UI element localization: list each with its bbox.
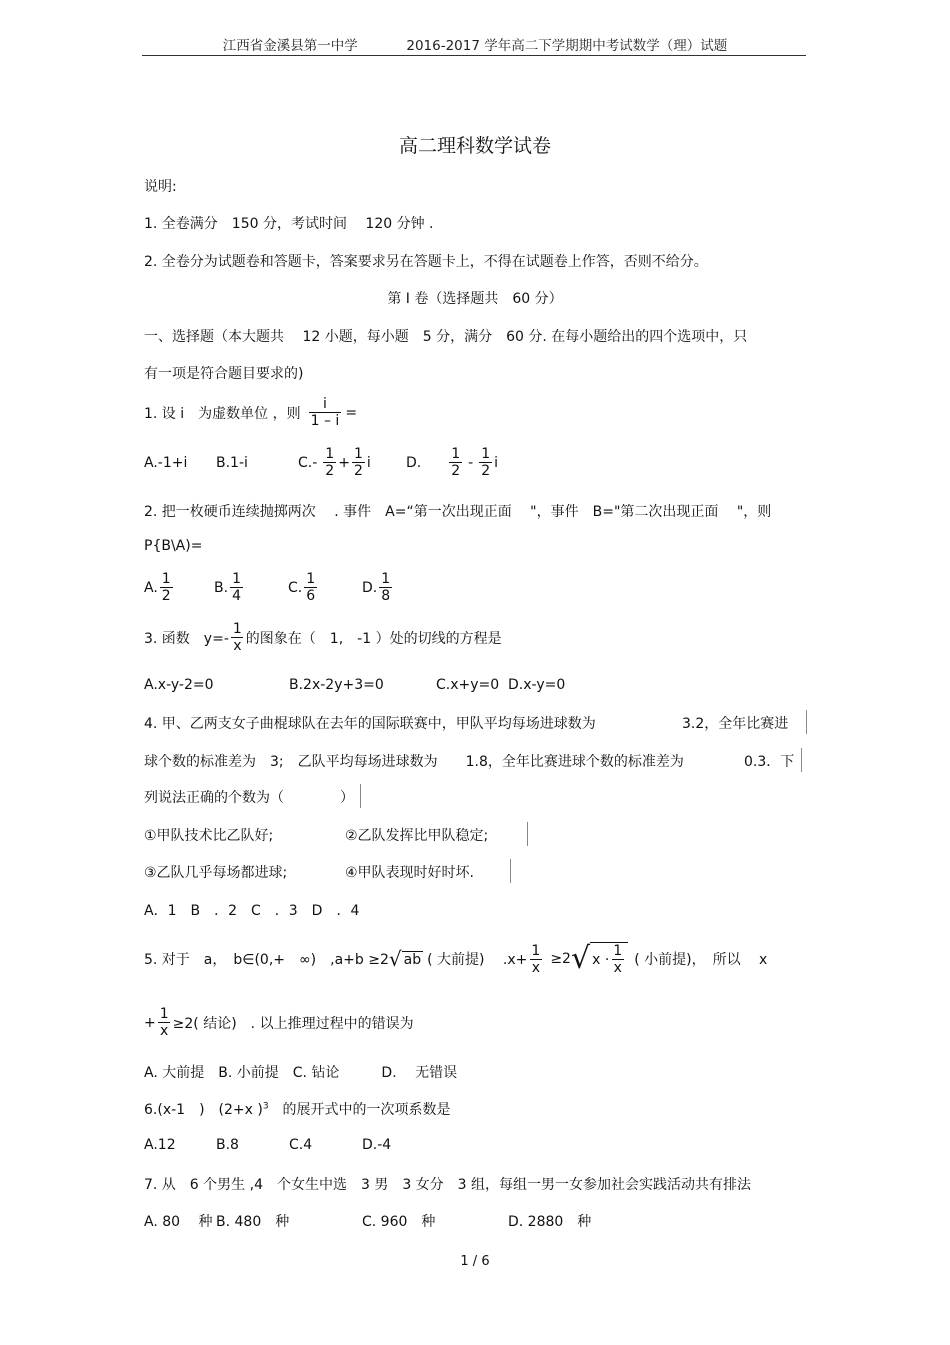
q7-option-d: D. 2880 种 [508,1214,592,1230]
q2-a-label: A. [144,579,158,596]
q5-line2-frac [158,1006,171,1039]
q3-fraction [231,621,244,654]
q4-line-1b: 3.2，全年比赛进 [682,716,789,732]
q5-frac-1-den: x [531,959,541,976]
q5-ge2: ≥2 [550,951,571,968]
q1-d-n1: 1 [451,446,461,462]
q5-line2-post: ≥2( 结论) . 以上推理过程中的错误为 [172,1015,414,1032]
q2-stem: 2. 把一枚硬币连续抛掷两次 . 事件 A=“第一次出现正面 "，事件 B="第二次出现正面 "，则 [144,504,772,520]
intro-line-1: 1. 全卷满分 150 分，考试时间 120 分钟 . [144,216,434,232]
q1-d-frac2 [479,446,492,479]
q7-stem: 7. 从 6 个男生 ,4 个女生中选 3 男 3 女分 3 组，每组一男一女参加社会实践活动共有排法 [144,1177,752,1193]
q5-frac-1-num: 1 [531,942,541,959]
q5-sqrt-2-num: 1 [613,943,623,959]
q5-line-2 [144,1006,414,1039]
q7-option-b: B. 480 种 [216,1214,290,1230]
q6-exponent: 3 [262,1101,269,1112]
q5-post: ( 小前提)， 所以 x [634,952,768,969]
q5-sqrt-2-den: x [613,960,622,977]
q2-d-num: 1 [381,571,391,587]
q4-line-2-bar [801,748,802,772]
section-title: 第 Ⅰ 卷（选择题共 60 分） [387,291,563,307]
q1-d-i: i [494,454,499,471]
q5-options: A. 大前提 B. 小前提 C. 钻论 D. 无错误 [144,1065,458,1081]
q2-b-frac [230,571,243,604]
q5-line2-num: 1 [159,1006,169,1022]
q2-stem-2: P{B\A)= [144,538,203,554]
q1-c-d1: 2 [325,463,335,480]
q2-option-b [214,571,288,604]
header-school: 江西省金溪县第一中学 [222,38,358,54]
header-rule [142,55,806,56]
q1-options [144,446,498,479]
part1-line-1: 一、选择题（本大题共 12 小题，每小题 5 分，满分 60 分. 在每小题给出的四个选项中，只 [144,329,748,345]
sqrt-sign-icon: √ [388,947,402,972]
q5-sqrt-2-frac [611,943,624,976]
q2-c-frac [304,571,317,604]
q5-sqrt-2 [571,942,628,976]
q6-option-d: D.-4 [362,1137,392,1153]
page-title: 高二理科数学试卷 [398,135,551,157]
sqrt-sign-icon: √ [570,941,591,977]
q5-frac-1 [529,943,542,976]
q4-statement-1: ①甲队技术比乙队好; [144,828,274,844]
page-header [0,34,950,54]
q1-option-b: B.1-i [216,454,248,471]
q1-c-i: i [366,454,371,471]
q6-stem [144,1099,451,1119]
q6-option-b: B.8 [216,1137,239,1153]
q1-option-a: A.-1+i [144,454,188,471]
q6-stem-b: 的展开式中的一次项系数是 [268,1102,451,1118]
q2-c-den: 6 [306,588,316,605]
q5-pre: 5. 对于 a， b∈(0,+ ∞) ,a+b ≥2 [144,952,389,969]
q1-stem: 1. 设 i 为虚数单位 ，则 [144,405,301,422]
q1-c-d2: 2 [353,463,363,480]
q3-frac-num: 1 [232,621,242,637]
q2-b-num: 1 [232,571,241,587]
q2-a-num: 1 [161,571,171,587]
q2-d-den: 8 [381,588,391,605]
q3-stem-pre: 3. 函数 y=- [144,630,229,647]
q1-option-c [298,446,406,479]
intro-label: 说明: [144,179,177,195]
q6-option-c: C.4 [289,1137,313,1153]
q4-line-2b: 0.3．下 [744,754,795,770]
q1-fraction [309,396,342,429]
q2-options [144,571,394,604]
q2-option-c [288,571,362,604]
q6-option-a: A.12 [144,1137,176,1153]
q1-d-d1: 2 [451,463,461,480]
q4-line-3: 列说法正确的个数为（ ） [144,790,354,806]
q7-option-c: C. 960 种 [362,1214,436,1230]
q1-eq: = [345,404,358,421]
q4-statement-4: ④甲队表现时好时坏. [345,865,475,881]
q1-d-minus: - [468,454,474,471]
q5-sqrt-2-x: x · [592,951,610,968]
q2-c-num: 1 [306,571,316,587]
q4-line-2a: 球个数的标准差为 3; 乙队平均每场进球数为 1.8，全年比赛进球个数的标准差为 [144,754,684,770]
q2-option-d [362,571,394,604]
q1-stem-row [144,396,357,429]
intro-line-2: 2. 全卷分为试题卷和答题卡，答案要求另在答题卡上，不得在试题卷上作答，否则不给分。 [144,254,708,270]
q5-line2-plus: + [144,1014,156,1031]
q3-option-b: B.2x-2y+3=0 [289,677,384,693]
q5-line2-den: x [160,1023,169,1040]
q2-b-label: B. [214,579,229,596]
q1-d-n2: 1 [481,446,491,462]
q4-statement-row-2-bar [510,859,511,883]
q2-a-frac [160,571,173,604]
q1-option-d-label: D. [406,454,422,471]
q7-option-a: A. 80 种 [144,1214,213,1230]
q1-frac-num: i [323,396,327,412]
q1-c-n2: 1 [353,446,363,462]
q5-sqrt-ab-content: ab [403,951,422,968]
q3-stem-row [144,621,502,654]
q5-line-1 [144,942,767,976]
part1-line-2: 有一项是符合题目要求的) [144,366,304,382]
q5-mid: ( 大前提) .x+ [427,952,528,969]
q1-c-n1: 1 [325,446,335,462]
q3-option-a: A.x-y-2=0 [144,677,214,693]
header-exam: 2016-2017 学年高二下学期期中考试数学（理）试题 [406,38,728,54]
q2-option-a [144,571,214,604]
q2-d-frac [379,571,392,604]
q1-d-frac1 [449,446,462,479]
q4-statement-2: ②乙队发挥比甲队稳定; [345,828,489,844]
q1-option-c-label: C.- [298,454,318,471]
q2-c-label: C. [288,579,303,596]
q1-c-frac1 [323,446,336,479]
q3-stem-post: 的图象在（ 1, -1 ）处的切线的方程是 [245,630,502,647]
q3-option-d: D.x-y=0 [508,677,566,693]
q1-c-frac2 [352,446,365,479]
q4-line-1a: 4. 甲、乙两支女子曲棍球队在去年的国际联赛中，甲队平均每场进球数为 [144,716,596,732]
q1-c-plus: + [338,454,350,471]
q4-line-1-bar [806,710,807,734]
q2-b-den: 4 [232,588,241,605]
q4-line-3-bar [360,784,361,808]
q2-d-label: D. [362,579,378,596]
q1-option-d [406,446,498,479]
q4-statement-3: ③乙队几乎每场都进球; [144,865,288,881]
q3-frac-den: x [233,638,242,655]
q3-option-c: C.x+y=0 [436,677,500,693]
q1-frac-den: 1 – i [310,413,340,430]
q6-stem-a: 6.(x-1 ) (2+x ) [144,1102,263,1118]
q1-d-d2: 2 [481,463,491,480]
q2-a-den: 2 [161,588,171,605]
page-number: 1 / 6 [460,1254,490,1269]
q5-sqrt-2-content [590,942,628,976]
q5-sqrt-ab [388,947,423,972]
q4-options: A．1 B ．2 C ．3 D ．4 [144,903,360,919]
q4-statement-row-1-bar [527,822,528,846]
